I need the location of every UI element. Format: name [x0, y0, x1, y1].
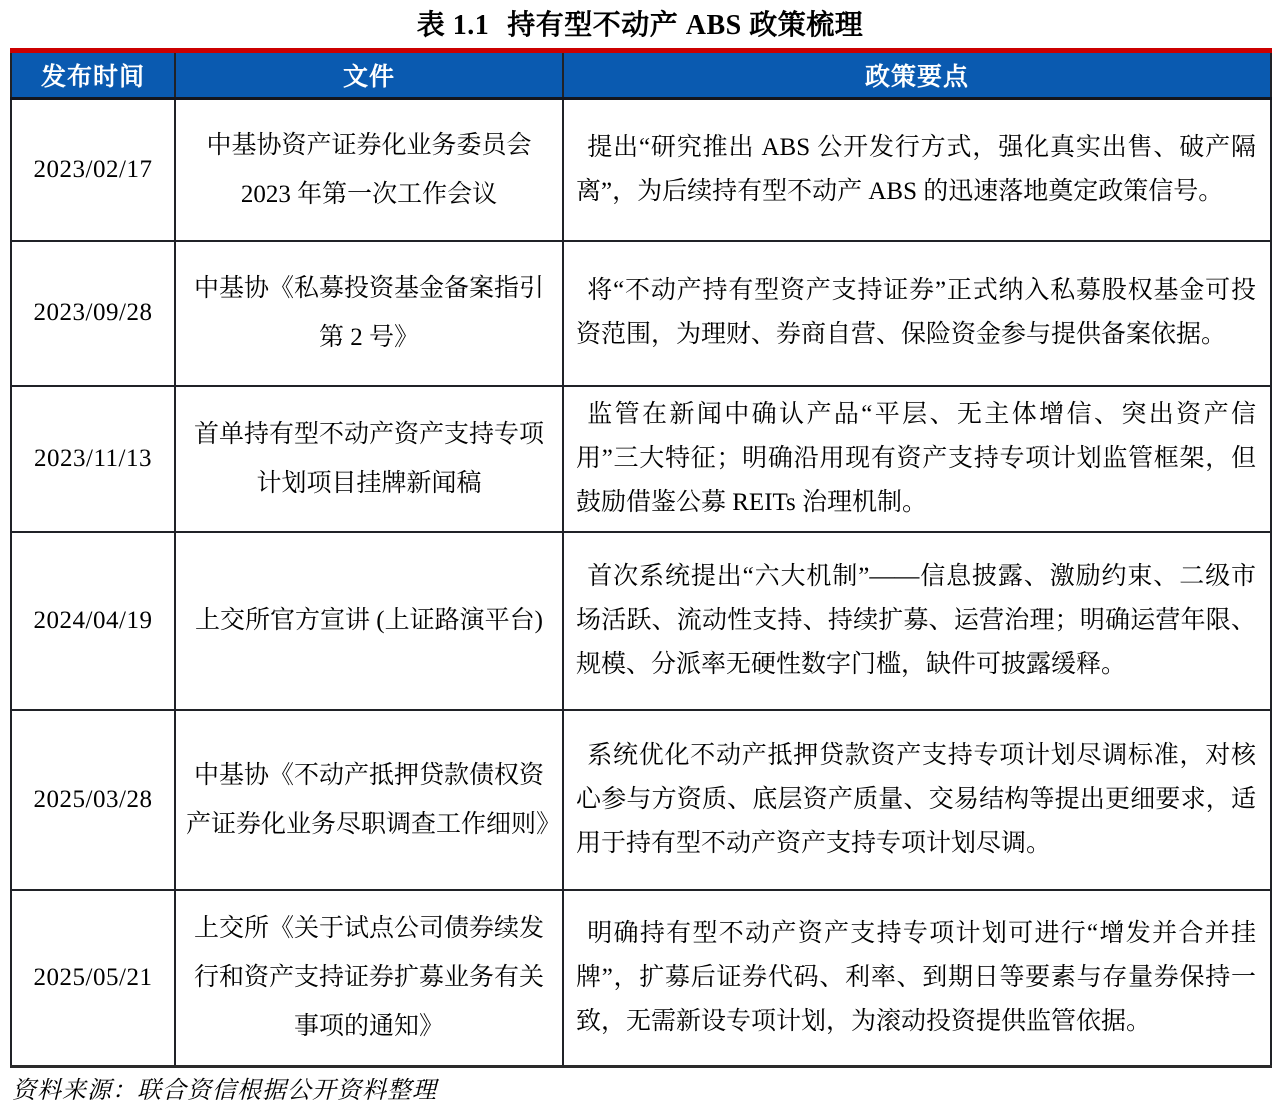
row-date: 2024/04/19	[11, 532, 175, 710]
table-row	[11, 241, 1271, 386]
source-note: 资料来源：联合资信根据公开资料整理	[12, 1078, 437, 1104]
row-document: 上交所官方宣讲 (上证路演平台)	[175, 532, 563, 710]
table-row	[11, 386, 1271, 532]
row-points: 将“不动产持有型资产支持证券”正式纳入私募股权基金可投资范围，为理财、券商自营、保险资金参与提供备案依据。	[563, 241, 1271, 386]
row-document: 首单持有型不动产资产支持专项计划项目挂牌新闻稿	[175, 386, 563, 532]
table-title	[10, 6, 1270, 46]
row-points: 首次系统提出“六大机制”——信息披露、激励约束、二级市场活跃、流动性支持、持续扩募、运营治理；明确运营年限、规模、分派率无硬性数字门槛，缺件可披露缓释。	[563, 532, 1271, 710]
row-points: 监管在新闻中确认产品“平层、无主体增信、突出资产信用”三大特征；明确沿用现有资产支持专项计划监管框架，但鼓励借鉴公募 REITs 治理机制。	[563, 386, 1271, 532]
table-row	[11, 99, 1271, 241]
header-document: 文件	[175, 51, 563, 99]
row-document: 中基协《不动产抵押贷款债权资产证券化业务尽职调查工作细则》	[175, 710, 563, 890]
policy-table	[10, 48, 1272, 1068]
table-row	[11, 710, 1271, 890]
table-row	[11, 890, 1271, 1067]
row-document: 中基协资产证券化业务委员会 2023 年第一次工作会议	[175, 99, 563, 241]
row-date: 2023/09/28	[11, 241, 175, 386]
row-document: 上交所《关于试点公司债券续发行和资产支持证券扩募业务有关事项的通知》	[175, 890, 563, 1067]
table-title-label: 表 1.1	[416, 10, 490, 41]
row-date: 2023/11/13	[11, 386, 175, 532]
row-points: 系统优化不动产抵押贷款资产支持专项计划尽调标准，对核心参与方资质、底层资产质量、交易结构等提出更细要求，适用于持有型不动产资产支持专项计划尽调。	[563, 710, 1271, 890]
table-title-text: 持有型不动产 ABS 政策梳理	[507, 10, 864, 41]
table-header-row	[11, 51, 1271, 99]
row-date: 2025/03/28	[11, 710, 175, 890]
table-row	[11, 532, 1271, 710]
header-points: 政策要点	[563, 51, 1271, 99]
row-points: 明确持有型不动产资产支持专项计划可进行“增发并合并挂牌”，扩募后证券代码、利率、到期日等要素与存量券保持一致，无需新设专项计划，为滚动投资提供监管依据。	[563, 890, 1271, 1067]
row-points: 提出“研究推出 ABS 公开发行方式，强化真实出售、破产隔离”，为后续持有型不动产 ABS 的迅速落地奠定政策信号。	[563, 99, 1271, 241]
header-date: 发布时间	[11, 51, 175, 99]
row-date: 2023/02/17	[11, 99, 175, 241]
row-document: 中基协《私募投资基金备案指引第 2 号》	[175, 241, 563, 386]
row-date: 2025/05/21	[11, 890, 175, 1067]
